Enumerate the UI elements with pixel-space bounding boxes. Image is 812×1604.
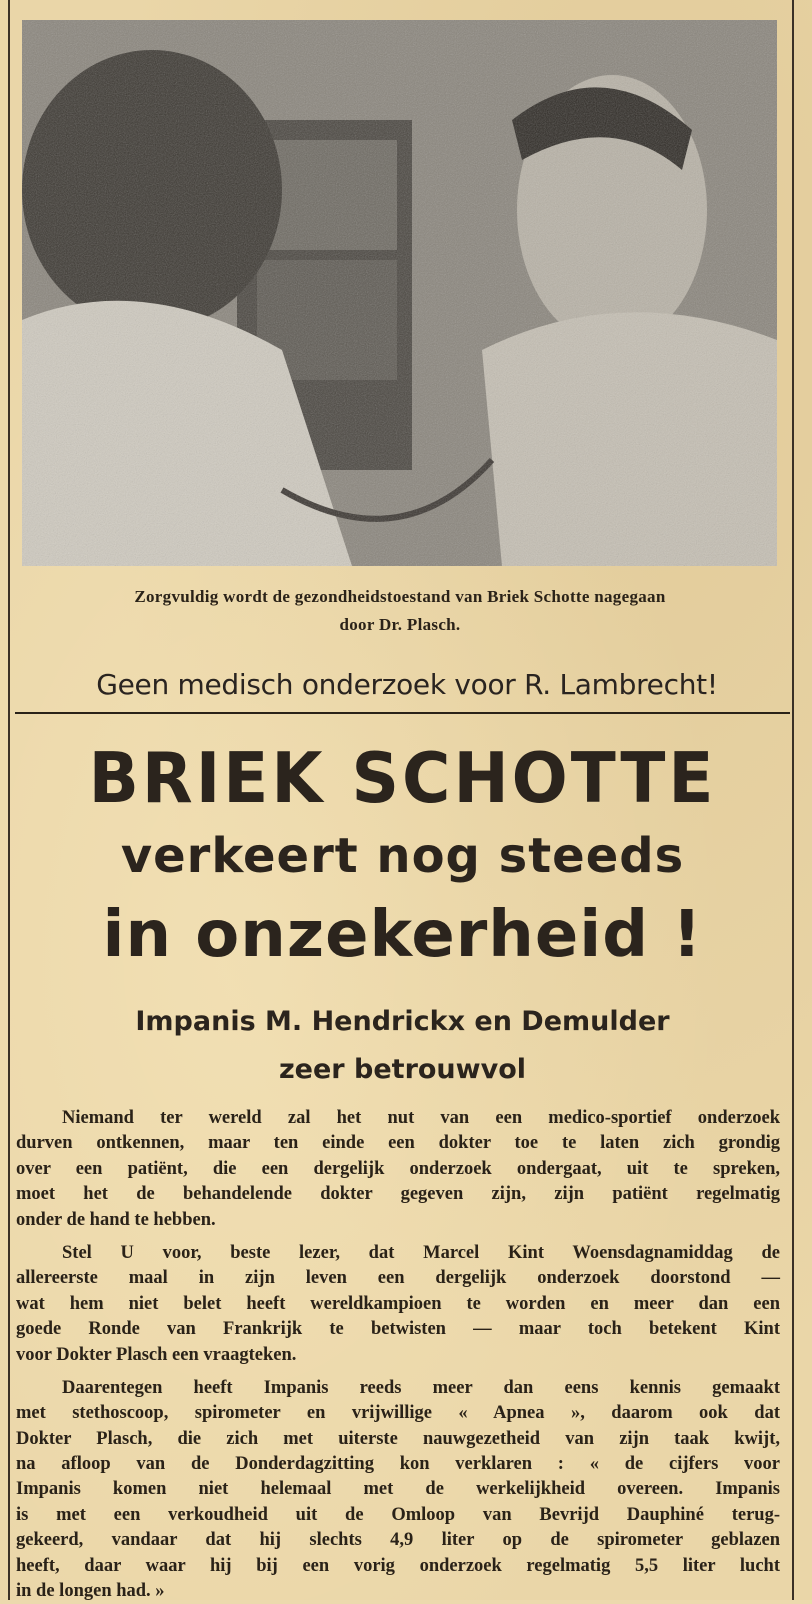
article-paragraph (16, 1376, 780, 1604)
text-line: durven ontkennen, maar ten einde een dokter toe te laten zich grondig (16, 1133, 780, 1154)
text-line: wat hem niet belet heeft wereldkampioen te worden en meer dan een (16, 1293, 780, 1314)
text-line: is met een verkoudheid uit de Omloop van Bevrijd Dauphiné terug- (16, 1504, 780, 1525)
text-line: goede Ronde van Frankrijk te betwisten — maar toch betekent Kint (16, 1319, 780, 1340)
text-line: in de longen had. » (16, 1581, 165, 1602)
text-line: Stel U voor, beste lezer, dat Marcel Kint Woensdagnamiddag de (62, 1242, 780, 1263)
article-paragraph (16, 1106, 780, 1233)
text-line: allereerste maal in zijn leven een dergelijk onderzoek doorstond — (16, 1268, 780, 1289)
text-line: na afloop van de Donderdagzitting kon verklaren : « de cijfers voor (16, 1454, 780, 1475)
text-line: voor Dokter Plasch een vraagteken. (16, 1344, 297, 1365)
text-line: heeft, daar waar hij bij een vorig onderzoek regelmatig 5,5 liter lucht (16, 1555, 780, 1576)
headline-line-3: in onzekerheid ! (102, 898, 703, 972)
text-line: gekeerd, vandaar dat hij slechts 4,9 liter op de spirometer geblazen (16, 1530, 780, 1551)
text-line: met stethoscoop, spirometer en vrijwillige « Apnea », daarom ook dat (16, 1403, 780, 1424)
text-line: Niemand ter wereld zal het nut van een medico-sportief onderzoek (62, 1108, 780, 1128)
text-line: onder de hand te hebben. (16, 1209, 216, 1230)
headline-line-2: verkeert nog steeds (120, 828, 685, 884)
text-line: Impanis komen niet helemaal met de werkelijkheid overeen. Impanis (16, 1479, 780, 1500)
photo-image-icon (22, 20, 777, 566)
text-line: Dokter Plasch, die zich met uiterste nauwgezetheid van zijn taak kwijt, (16, 1428, 780, 1449)
headline-main: BRIEK SCHOTTE (88, 738, 717, 819)
caption-line: Zorgvuldig wordt de gezondheidstoestand van Briek Schotte nagegaan (134, 587, 666, 606)
paragraph-gap (16, 1368, 780, 1376)
text-line: Daarentegen heeft Impanis reeds meer dan eens kennis gemaakt (62, 1377, 780, 1398)
deck-line-2: zeer betrouwvol (278, 1054, 527, 1085)
kicker-headline: Geen medisch onderzoek voor R. Lambrecht! (96, 668, 718, 701)
caption-line: door Dr. Plasch. (339, 615, 461, 634)
article-body (16, 1106, 780, 1604)
paragraph-gap (16, 1233, 780, 1241)
news-photo (22, 20, 777, 566)
photo-caption (15, 583, 785, 639)
text-line: moet het de behandelende dokter gegeven zijn, zijn patiënt regelmatig (16, 1184, 780, 1205)
text-line: over een patiënt, die een dergelijk onderzoek ondergaat, uit te spreken, (16, 1158, 780, 1179)
article-paragraph (16, 1241, 780, 1368)
deck-line-1: Impanis M. Hendrickx en Demulder (135, 1006, 670, 1037)
divider (15, 712, 790, 714)
